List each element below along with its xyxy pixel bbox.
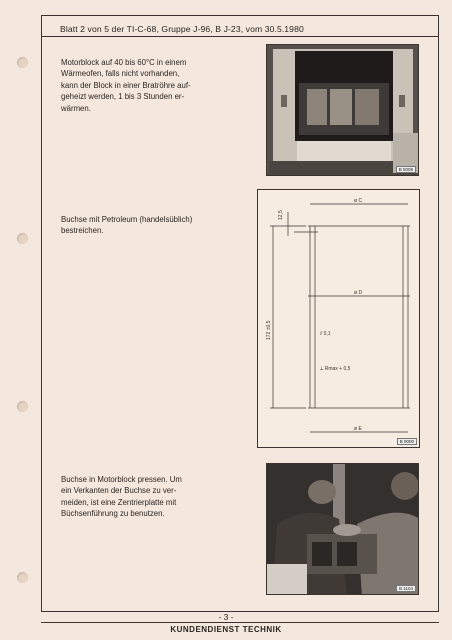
punch-hole (17, 57, 28, 68)
dim-bottom: ø E (354, 426, 362, 432)
page-footer: KUNDENDIENST TECHNIK (170, 625, 282, 634)
header-divider (41, 36, 439, 37)
liner-technical-drawing (258, 190, 420, 448)
punch-hole (17, 401, 28, 412)
oven-photo-image (267, 45, 419, 176)
page-header: Blatt 2 von 5 der TI-C-68, Gruppe J-96, B J-23, vom 30.5.1980 (60, 24, 304, 34)
step-1-text: Motorblock auf 40 bis 60°C in einem Wärmeofen, falls nicht vorhanden, kann der Block in einer Bratröhre auf- geheizt werden, 1 bis 3 Stunden er- wärmen. (61, 58, 191, 113)
oven-photo (266, 44, 419, 176)
step-3-text: Buchse in Motorblock pressen. Um ein Verkanten der Buchse zu ver- meiden, ist eine Zentrierplatte mit Büchsenführung zu benutzen. (61, 475, 182, 519)
punch-hole (17, 572, 28, 583)
page-number: - 3 - (218, 612, 234, 622)
dim-small: 12,5 (278, 210, 284, 220)
tolerance-2: ⟂ Rmax + 0,5 (320, 366, 351, 372)
punch-hole (17, 233, 28, 244)
figure-label: B 9000 (397, 438, 417, 445)
figure-label: B 1104 (396, 585, 416, 592)
press-photo-image (267, 464, 419, 595)
dim-mid: ø D (354, 290, 363, 296)
tolerance-1: ⫽ 0,1 (320, 331, 331, 337)
footer-divider (41, 622, 439, 623)
dim-left: 172 ±0,5 (266, 320, 272, 340)
liner-drawing (257, 189, 420, 448)
figure-label: B 5008 (396, 166, 416, 173)
dim-top: ø C (354, 198, 363, 204)
press-photo (266, 463, 419, 595)
step-2-text: Buchse mit Petroleum (handelsüblich) bestreichen. (61, 215, 193, 236)
